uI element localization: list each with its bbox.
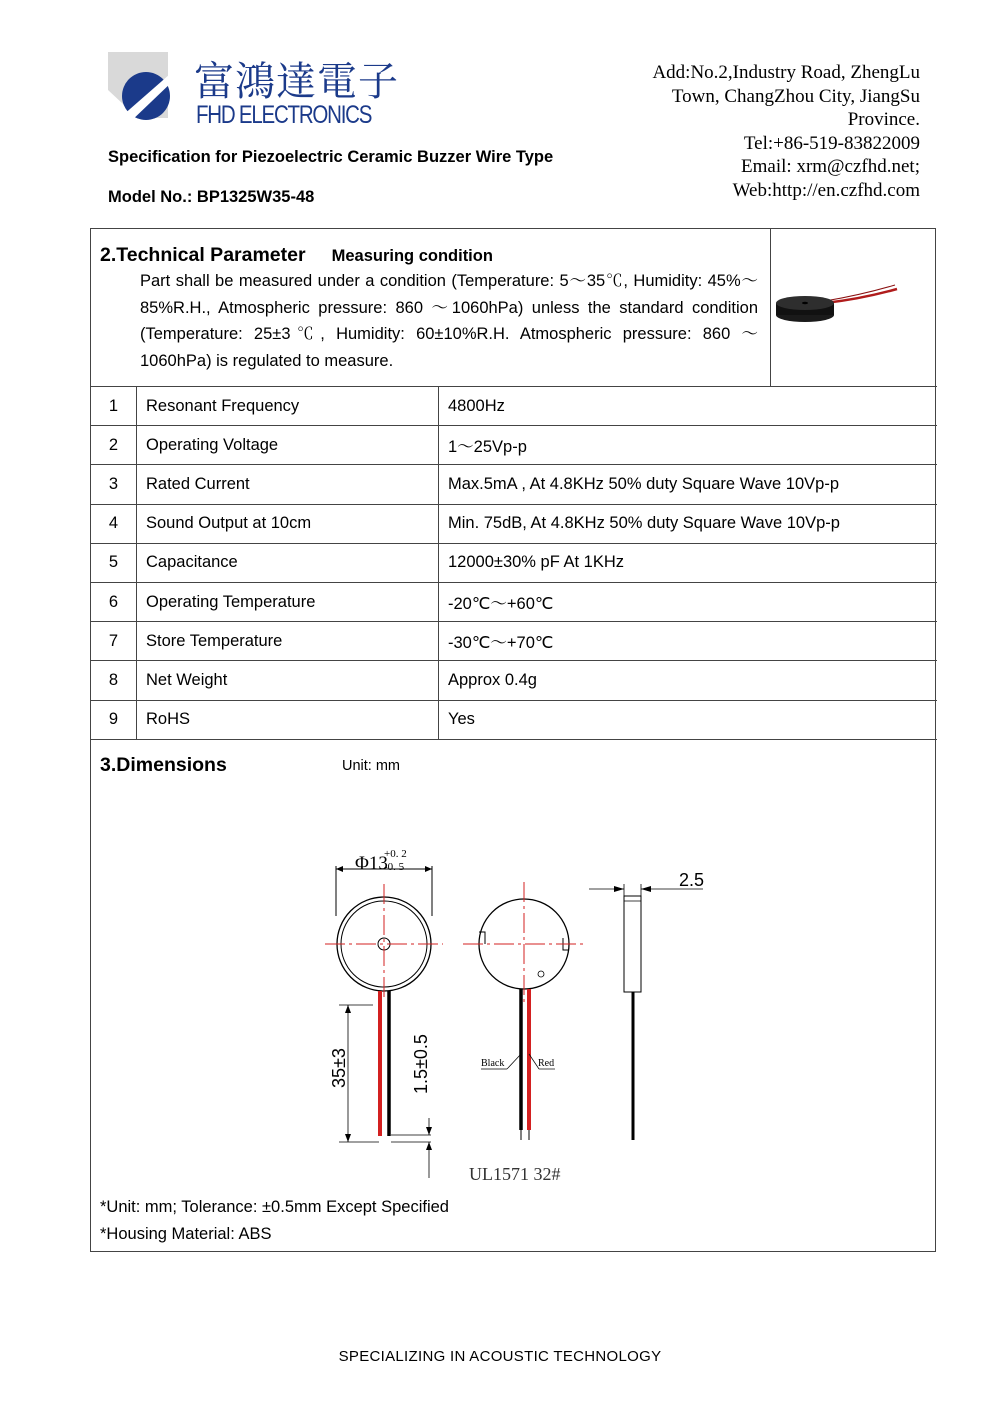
measuring-condition-text: Part shall be measured under a condition (Temperature: 5～35℃, Humidity: 45%～85%R.H., Atmospheric pressure: 860 ～1060hPa) unless the standard condition (Temperature: 25±3℃, Humidity: 60±10%R.H. Atmospheric pressure: 860 ～1060hPa) is regulated to measure. bbox=[140, 272, 758, 370]
material-note: *Housing Material: ABS bbox=[100, 1225, 272, 1243]
parameter-name: RoHS bbox=[137, 700, 439, 739]
web-line: Web:http://en.czfhd.com bbox=[732, 179, 920, 201]
address-line: Town, ChangZhou City, JiangSu bbox=[671, 85, 920, 107]
parameter-value: -20℃～+60℃ bbox=[439, 582, 938, 621]
technical-parameter-heading bbox=[100, 244, 493, 267]
dimensions-unit: Unit: mm bbox=[342, 758, 400, 774]
parameter-value: 4800Hz bbox=[439, 387, 938, 426]
address-line: Province. bbox=[847, 109, 920, 130]
parameter-value: Min. 75dB, At 4.8KHz 50% duty Square Wave 10Vp-p bbox=[439, 504, 938, 543]
parameter-value: 12000±30% pF At 1KHz bbox=[439, 543, 938, 582]
table-row bbox=[91, 661, 937, 700]
tolerance-note: *Unit: mm; Tolerance: ±0.5mm Except Specified bbox=[100, 1198, 449, 1216]
parameter-value: Max.5mA , At 4.8KHz 50% duty Square Wave 10Vp-p bbox=[439, 465, 938, 504]
buzzer-photo bbox=[771, 229, 937, 386]
row-number: 2 bbox=[91, 426, 137, 465]
parameter-value: -30℃～+70℃ bbox=[439, 622, 938, 661]
thickness-label: 2.5 bbox=[679, 870, 705, 890]
phone-line: Tel:+86-519-83822009 bbox=[743, 132, 920, 154]
table-row bbox=[91, 700, 937, 739]
strip-length-label: 1.5±0.5 bbox=[411, 1034, 431, 1094]
parameter-name: Rated Current bbox=[137, 465, 439, 504]
table-row bbox=[91, 582, 937, 621]
model-number: Model No.: BP1325W35-48 bbox=[108, 188, 315, 206]
row-number: 3 bbox=[91, 465, 137, 504]
logo-english-name: FHD ELECTRONICS bbox=[196, 101, 372, 129]
row-number: 4 bbox=[91, 504, 137, 543]
table-row bbox=[91, 387, 937, 426]
parameter-value: 1～25Vp-p bbox=[439, 426, 938, 465]
row-number: 8 bbox=[91, 661, 137, 700]
parameter-name: Net Weight bbox=[137, 661, 439, 700]
diameter-label: Φ13 bbox=[355, 853, 388, 874]
row-number: 1 bbox=[91, 387, 137, 426]
dimension-drawing bbox=[311, 804, 731, 1184]
address-line: Add:No.2,Industry Road, ZhengLu bbox=[652, 62, 920, 83]
table-row bbox=[91, 543, 937, 582]
parameter-value: Approx 0.4g bbox=[439, 661, 938, 700]
table-row bbox=[91, 465, 937, 504]
parameter-name: Resonant Frequency bbox=[137, 387, 439, 426]
company-address bbox=[590, 61, 920, 202]
black-wire-label: Black bbox=[481, 1058, 505, 1069]
table-row bbox=[91, 426, 937, 465]
diameter-lower-tolerance: -0. 5 bbox=[384, 861, 405, 873]
dimensions-heading: 3.Dimensions bbox=[100, 754, 227, 776]
row-number: 7 bbox=[91, 622, 137, 661]
parameter-name: Capacitance bbox=[137, 543, 439, 582]
email-line: Email: xrm@czfhd.net; bbox=[741, 156, 920, 177]
spec-title: Specification for Piezoelectric Ceramic Buzzer Wire Type bbox=[108, 148, 554, 166]
table-bottom-rule bbox=[91, 739, 937, 740]
parameter-name: Operating Temperature bbox=[137, 582, 439, 621]
row-number: 5 bbox=[91, 543, 137, 582]
parameter-table bbox=[91, 386, 937, 740]
footer-slogan: SPECIALIZING IN ACOUSTIC TECHNOLOGY bbox=[338, 1348, 662, 1365]
wire-spec-label: UL1571 32# bbox=[469, 1164, 561, 1184]
section-heading: 2.Technical Parameter bbox=[100, 244, 306, 266]
back-view bbox=[463, 882, 585, 1184]
parameter-value: Yes bbox=[439, 700, 938, 739]
table-row bbox=[91, 622, 937, 661]
front-view bbox=[325, 848, 443, 1178]
technical-parameter-section bbox=[91, 229, 771, 386]
parameter-name: Sound Output at 10cm bbox=[137, 504, 439, 543]
red-wire-label: Red bbox=[538, 1058, 555, 1069]
spec-frame bbox=[90, 228, 936, 1252]
diameter-upper-tolerance: +0. 2 bbox=[384, 848, 407, 860]
parameter-name: Operating Voltage bbox=[137, 426, 439, 465]
side-view bbox=[589, 870, 704, 1140]
logo-chinese-name: 富鴻達電子 bbox=[194, 59, 399, 105]
row-number: 6 bbox=[91, 582, 137, 621]
measuring-condition-label: Measuring condition bbox=[331, 247, 493, 265]
table-row bbox=[91, 504, 937, 543]
parameter-name: Store Temperature bbox=[137, 622, 439, 661]
row-number: 9 bbox=[91, 700, 137, 739]
wire-length-label: 35±3 bbox=[329, 1048, 349, 1088]
